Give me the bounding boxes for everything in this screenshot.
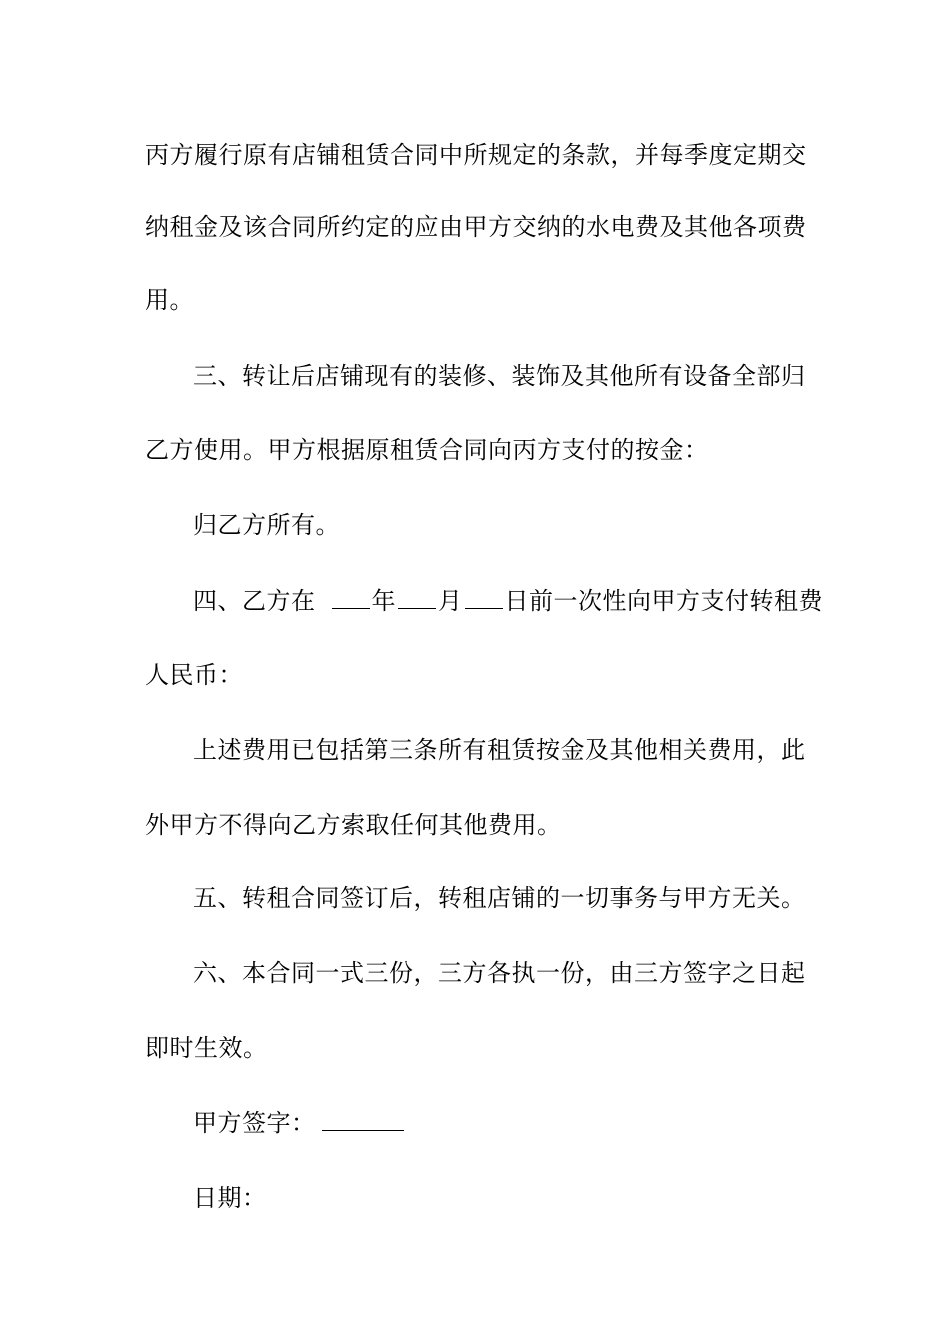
paragraph-line: 外甲方不得向乙方索取任何其他费用。 — [145, 811, 562, 839]
clause-5-line: 五、转租合同签订后，转租店铺的一切事务与甲方无关。 — [193, 884, 806, 912]
paragraph-line: 上述费用已包括第三条所有租赁按金及其他相关费用，此 — [193, 736, 806, 764]
signature-label: 甲方签字： — [193, 1109, 316, 1137]
clause-6-line: 六、本合同一式三份，三方各执一份，由三方签字之日起 — [193, 959, 806, 987]
paragraph-line: 即时生效。 — [145, 1034, 268, 1062]
paragraph-line: 归乙方所有。 — [193, 511, 340, 539]
clause-4-suffix: 日前一次性向甲方支付转租费 — [504, 587, 823, 615]
clause-4-line — [193, 586, 823, 616]
paragraph-line: 用。 — [145, 286, 194, 314]
year-blank[interactable] — [332, 588, 370, 609]
signature-line — [193, 1108, 404, 1138]
clause-3-line: 三、转让后店铺现有的装修、装饰及其他所有设备全部归 — [193, 362, 806, 390]
paragraph-line: 乙方使用。甲方根据原租赁合同向丙方支付的按金： — [145, 436, 709, 464]
year-label: 年 — [371, 587, 396, 615]
day-blank[interactable] — [465, 588, 503, 609]
paragraph-line: 纳租金及该合同所约定的应由甲方交纳的水电费及其他各项费 — [145, 213, 807, 241]
clause-4-prefix: 四、乙方在 — [193, 587, 316, 615]
date-label: 日期： — [193, 1184, 267, 1212]
signature-blank[interactable] — [322, 1110, 404, 1131]
paragraph-line: 人民币： — [145, 661, 243, 689]
paragraph-line: 丙方履行原有店铺租赁合同中所规定的条款，并每季度定期交 — [145, 141, 807, 169]
month-label: 月 — [438, 587, 463, 615]
month-blank[interactable] — [398, 588, 436, 609]
